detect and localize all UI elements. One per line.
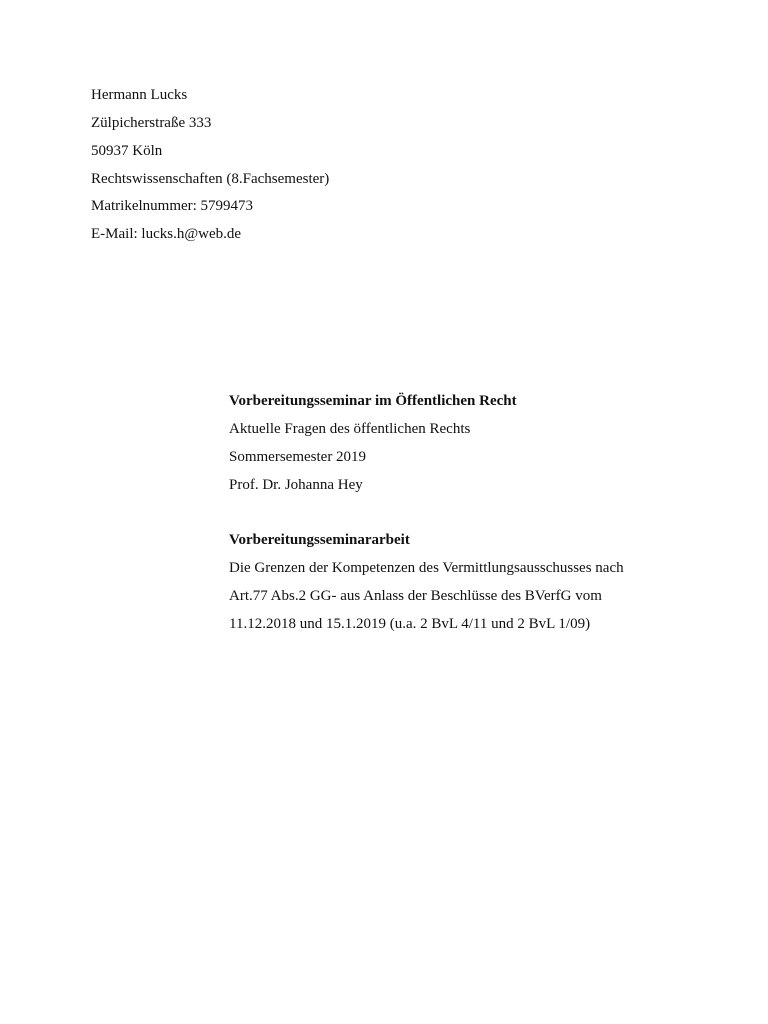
author-city: 50937 Köln <box>91 143 163 159</box>
paper-title-line: 11.12.2018 und 15.1.2019 (u.a. 2 BvL 4/11 und 2 BvL 1/09) <box>229 616 591 632</box>
seminar-professor: Prof. Dr. Johanna Hey <box>229 477 363 493</box>
paper-title-line: Die Grenzen der Kompetenzen des Vermittlungsausschusses nach <box>229 560 624 576</box>
author-name: Hermann Lucks <box>91 87 188 103</box>
author-study: Rechtswissenschaften (8.Fachsemester) <box>91 171 330 187</box>
author-matriculation: Matrikelnummer: 5799473 <box>91 198 254 214</box>
paper-title-line: Art.77 Abs.2 GG- aus Anlass der Beschlüsse des BVerfG vom <box>229 588 602 604</box>
author-street: Zülpicherstraße 333 <box>91 115 212 131</box>
seminar-topic: Aktuelle Fragen des öffentlichen Rechts <box>229 421 471 437</box>
author-email: E-Mail: lucks.h@web.de <box>91 226 242 242</box>
seminar-title: Vorbereitungsseminar im Öffentlichen Recht <box>229 393 517 409</box>
paper-type: Vorbereitungsseminararbeit <box>229 532 410 548</box>
seminar-semester: Sommersemester 2019 <box>229 449 367 465</box>
